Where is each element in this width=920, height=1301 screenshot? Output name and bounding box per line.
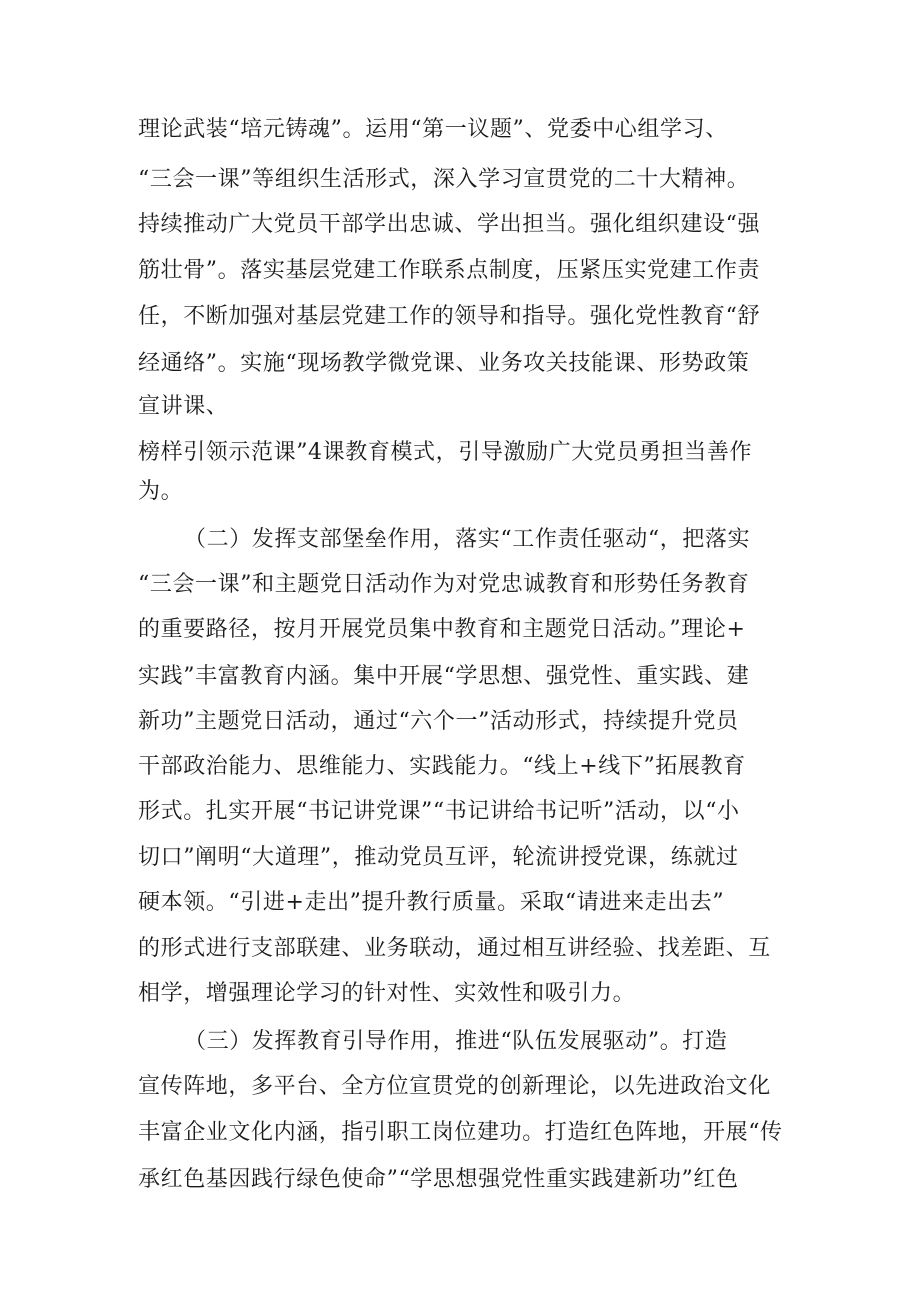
paragraph-heading: （三）发挥教育引导作用，推进“队伍发展驱动”。打造 [184,1029,728,1054]
text-line: 硬本领。“引进+走出”提升教行质量。采取“请进来走出去” [138,890,725,915]
text-line: 理论武装“培元铸魂”。运用“第一议题”、党委中心组学习、 [138,117,728,142]
text-line: “三会一课”等组织生活形式，深入学习宣贯党的二十大精神。 [138,167,750,192]
text-line: 实践”丰富教育内涵。集中开展“学思想、强党性、重实践、建 [138,664,750,689]
text-line: 形式。扎实开展“书记讲党课”“书记讲给书记听”活动，以“小 [138,799,740,824]
text-line: 为。 [138,479,184,504]
text-line: 宣讲课、 [138,394,229,419]
text-line: 丰富企业文化内涵，指引职工岗位建功。打造红色阵地，开展“传 [138,1120,783,1145]
paragraph-heading: （二）发挥支部堡垒作用，落实“工作责任驱动“，把落实 [184,527,751,552]
text-line: 切口”阐明“大道理”，推动党员互评，轮流讲授党课，练就过 [138,845,739,870]
text-line: 经通络”。实施“现场教学微党课、业务攻关技能课、形势政策 [138,351,750,376]
text-line: 榜样引领示范课”4课教育模式，引导激励广大党员勇担当善作 [138,440,753,465]
text-line: 的重要路径，按月开展党员集中教育和主题党日活动。”理论+ [138,617,746,642]
text-line: 筋壮骨”。落实基层党建工作联系点制度，压紧压实党建工作责 [138,258,761,283]
text-line: 任，不断加强对基层党建工作的领导和指导。强化党性教育“舒 [138,304,761,329]
text-line: 新功”主题党日活动，通过“六个一”活动形式，持续提升党员 [138,709,739,734]
text-line: 宣传阵地，多平台、全方位宣贯党的创新理论，以先进政治文化 [138,1074,771,1099]
text-line: 承红色基因践行绿色使命”“学思想强党性重实践建新功”红色 [138,1167,739,1192]
text-line: “三会一课”和主题党日活动作为对党忠诚教育和形势任务教育 [138,572,750,597]
text-line: 相学，增强理论学习的针对性、实效性和吸引力。 [138,981,636,1006]
text-line: 持续推动广大党员干部学出忠诚、学出担当。强化组织建设“强 [138,212,761,237]
text-line: 的形式进行支部联建、业务联动，通过相互讲经验、找差距、互 [138,936,771,961]
text-line: 干部政治能力、思维能力、实践能力。“线上+线下”拓展教育 [138,754,746,779]
